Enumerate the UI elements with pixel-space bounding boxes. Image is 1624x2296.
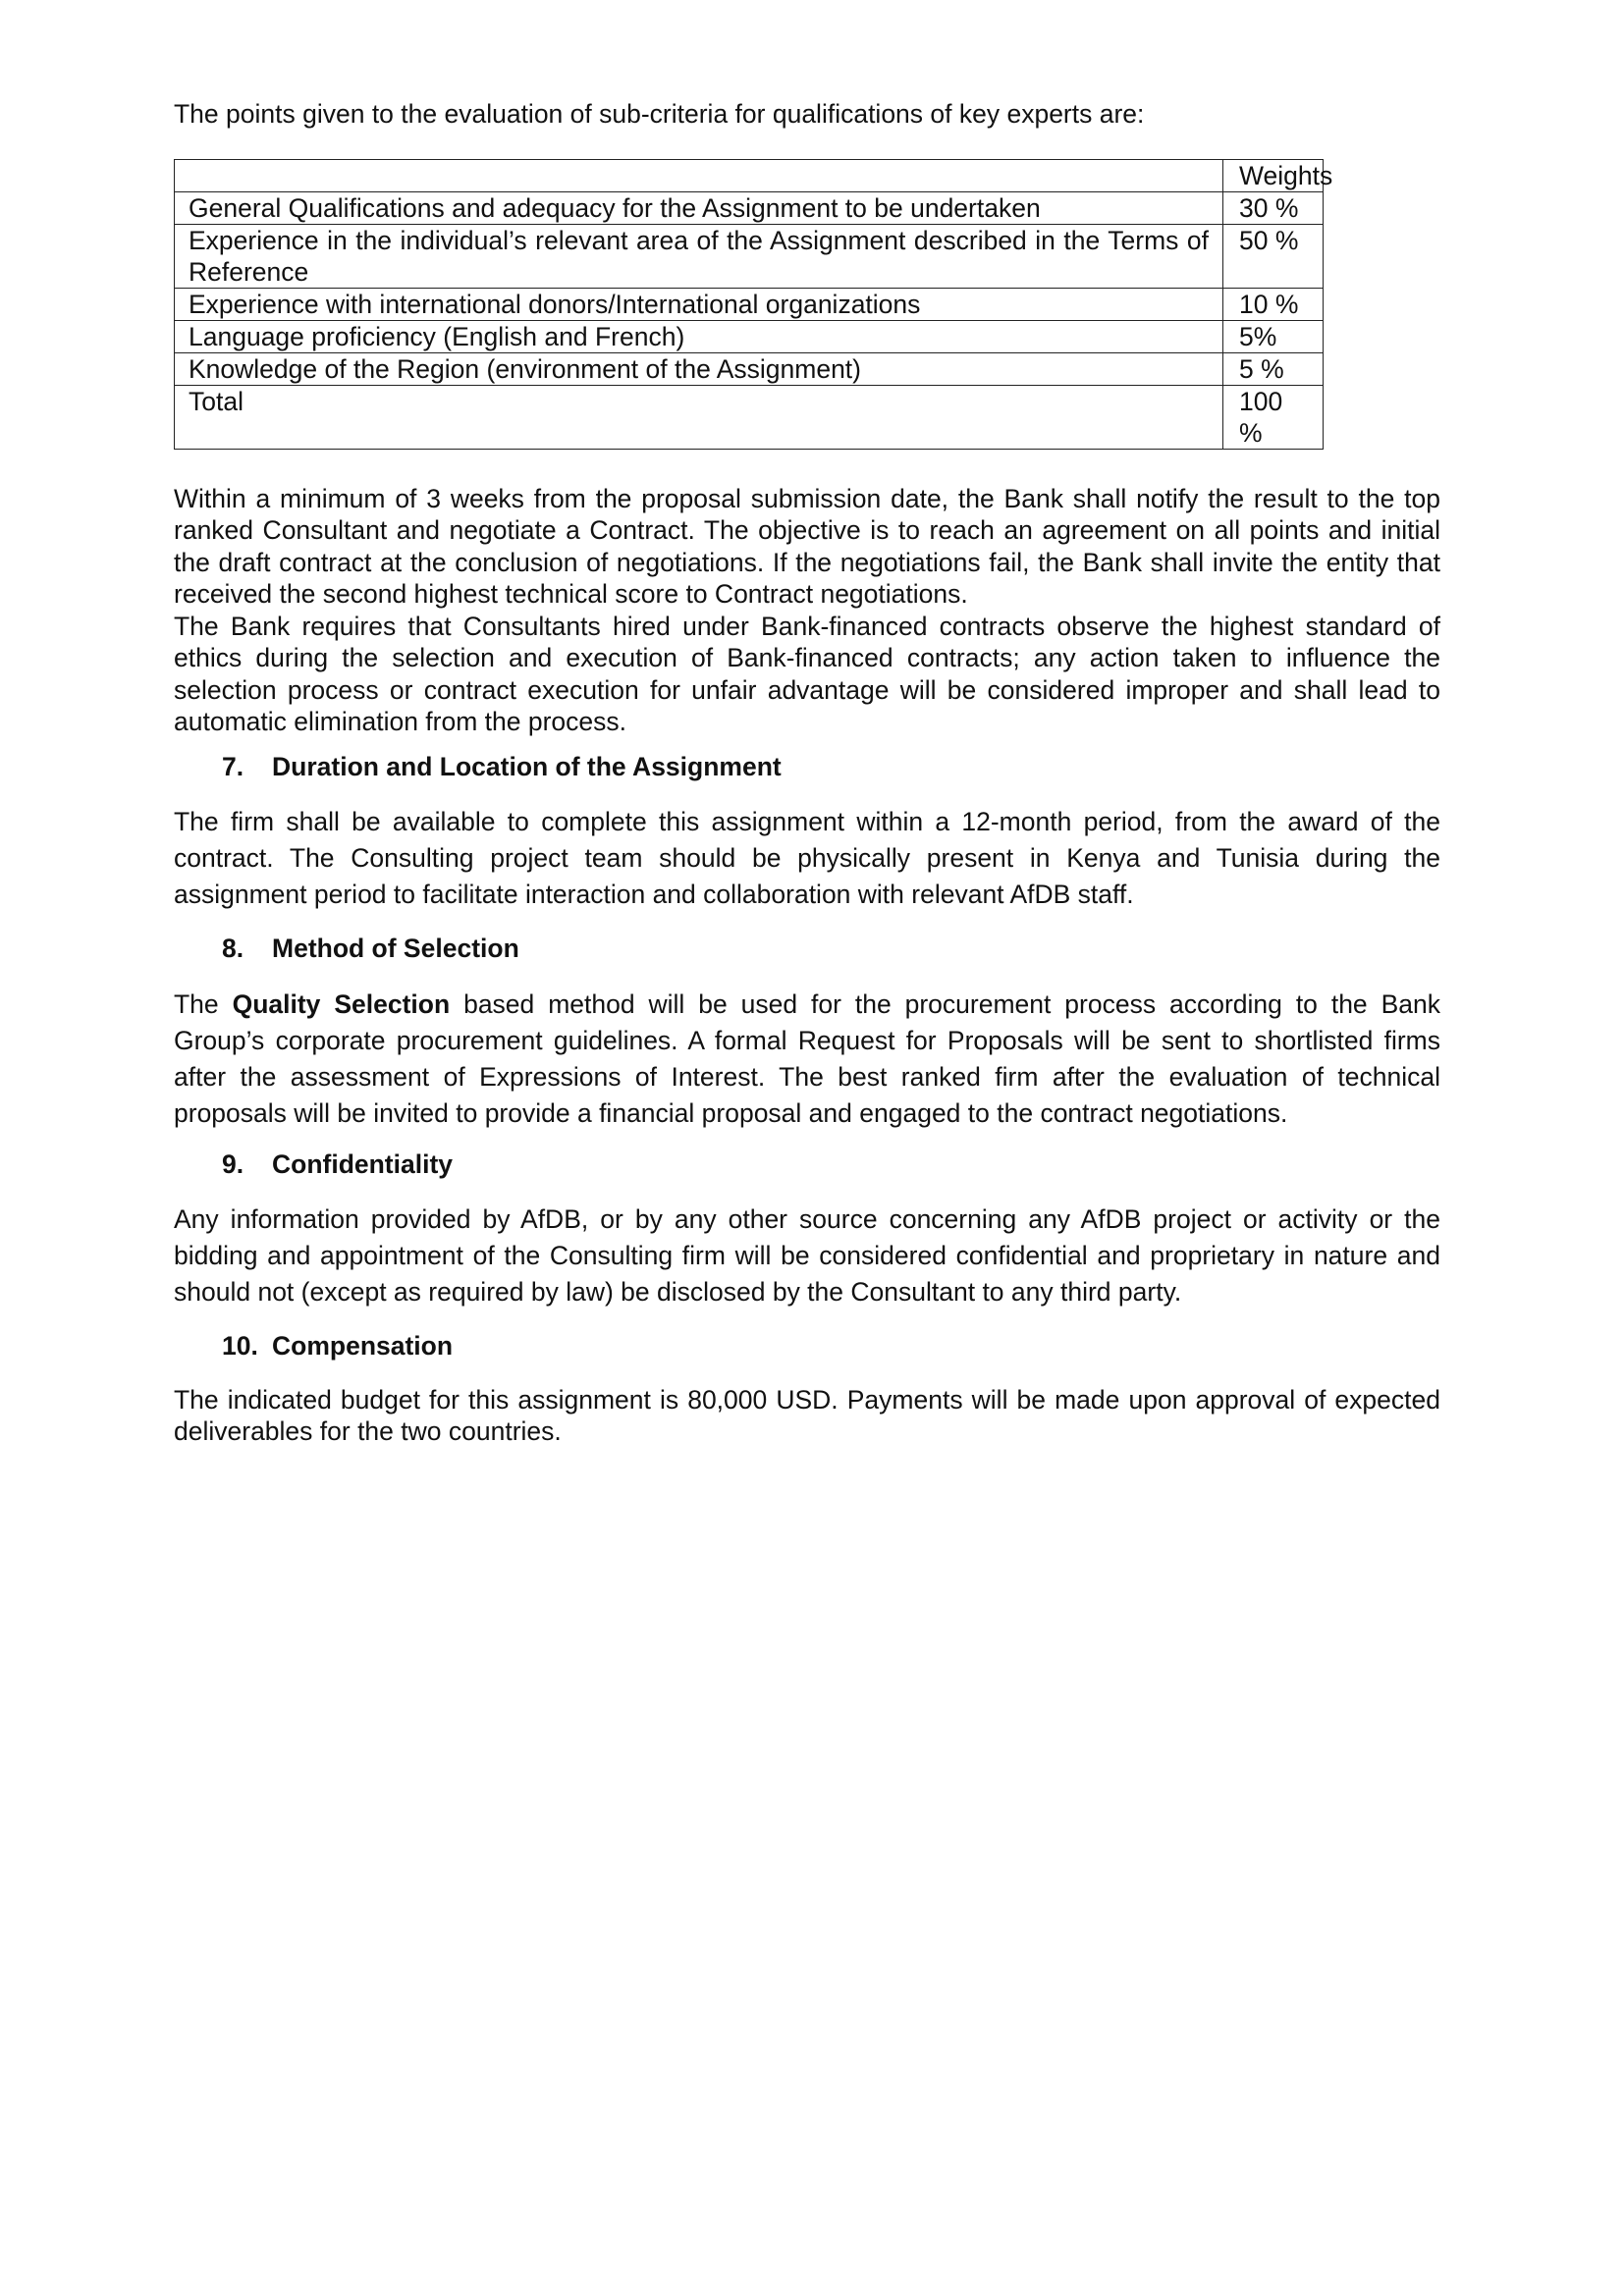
table-row — [175, 320, 1324, 352]
weight-cell: 5% — [1223, 320, 1324, 352]
section-number: 9. — [222, 1148, 244, 1179]
method-paragraph — [174, 987, 1440, 1132]
table-row — [175, 224, 1324, 288]
section-heading-compensation — [174, 1330, 1440, 1362]
weight-cell: 50 % — [1223, 224, 1324, 288]
section-heading-confidentiality — [174, 1148, 1440, 1181]
table-header-weights: Weights — [1223, 159, 1324, 191]
section-number: 7. — [222, 751, 244, 781]
section-heading-method — [174, 933, 1440, 965]
criterion-cell: General Qualifications and adequacy for the Assignment to be undertaken — [175, 191, 1223, 224]
notification-paragraph: Within a minimum of 3 weeks from the proposal submission date, the Bank shall notify the result to the top ranked Consultant and negotiate a Contract. The objective is to reach an agreement on all points and initial the draft contract at the conclusion of negotiations. If the negotiations fail, the Bank shall invite the entity that received the second highest technical score to Contract negotiations. — [174, 483, 1440, 609]
section-heading-duration — [174, 751, 1440, 783]
section-title: Method of Selection — [272, 934, 519, 963]
table-header-row — [175, 159, 1324, 191]
table-total-row — [175, 385, 1324, 449]
criterion-cell: Knowledge of the Region (environment of the Assignment) — [175, 352, 1223, 385]
section-number: 8. — [222, 934, 244, 963]
weight-cell: 10 % — [1223, 288, 1324, 320]
method-text-suffix: based method will be used for the procurement process according to the Bank Group’s corporate procurement guidelines. A formal Request for Proposals will be sent to shortlisted firms after the assessment of Expressions of Interest. The best ranked firm after the evaluation of technical proposals will be invited to provide a financial proposal and engaged to the contract negotiations. — [174, 988, 1440, 1128]
method-text-prefix: The — [174, 988, 233, 1019]
compensation-paragraph: The indicated budget for this assignment is 80,000 USD. Payments will be made upon approval of expected deliverables for the two countries. — [174, 1384, 1440, 1446]
intro-text: The points given to the evaluation of sub-criteria for qualifications of key experts are: — [174, 99, 1145, 129]
criterion-cell: Experience with international donors/International organizations — [175, 288, 1223, 320]
table-row — [175, 352, 1324, 385]
criterion-cell: Language proficiency (English and French) — [175, 320, 1223, 352]
section-title: Duration and Location of the Assignment — [272, 751, 782, 781]
weights-table — [174, 159, 1333, 450]
table-row — [175, 288, 1324, 320]
confidentiality-paragraph: Any information provided by AfDB, or by any other source concerning any AfDB project or activity or the bidding and appointment of the Consulting firm will be considered confidential and proprietary in nature and should not (except as required by law) be disclosed by the Consultant to any third party. — [174, 1204, 1440, 1307]
table-header-empty-cell — [175, 159, 1223, 191]
document-page — [174, 98, 1440, 1447]
weight-cell: 100 % — [1223, 385, 1324, 449]
section-title: Confidentiality — [272, 1148, 454, 1179]
section-number: 10. — [222, 1331, 258, 1361]
weight-cell: 30 % — [1223, 191, 1324, 224]
section-title: Compensation — [272, 1331, 454, 1361]
table-row — [175, 191, 1324, 224]
method-name-bold: Quality Selection — [232, 988, 451, 1019]
duration-paragraph: The firm shall be available to complete this assignment within a 12-month period, from the award of the contract. The Consulting project team should be physically present in Kenya and Tunisia during the assignment period to facilitate interaction and collaboration with relevant AfDB staff. — [174, 807, 1440, 909]
ethics-paragraph: The Bank requires that Consultants hired under Bank-financed contracts observe the highest standard of ethics during the selection and execution of Bank-financed contracts; any action taken to influence the selection process or contract execution for unfair advantage will be considered improper and shall lead to automatic elimination from the process. — [174, 611, 1440, 736]
weight-cell: 5 % — [1223, 352, 1324, 385]
criterion-cell: Experience in the individual’s relevant area of the Assignment described in the Terms of Reference — [175, 224, 1223, 288]
criterion-cell: Total — [175, 385, 1223, 449]
